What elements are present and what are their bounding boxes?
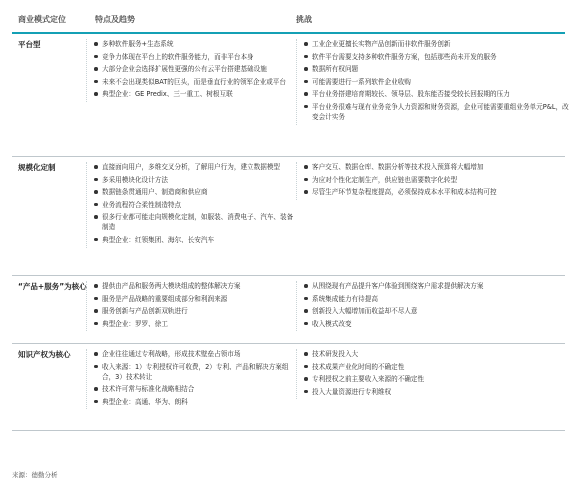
bullet-icon <box>94 203 98 207</box>
bullet-icon <box>94 387 98 391</box>
list-item-text: 提供由产品和服务两大模块组成的整体解决方案 <box>102 282 241 290</box>
list-item-text: 创新投入大幅增加而收益却不尽人意 <box>312 307 418 316</box>
list-item-text: 为应对个性化定制生产，供应链也需要数字化转型 <box>312 175 458 184</box>
row-category: “产品+服务”为核心 <box>18 282 87 291</box>
bullet-icon <box>94 322 98 326</box>
list-item <box>303 187 571 197</box>
table-row <box>12 276 565 344</box>
list-item-text: 技术成果产业化时间的不确定性 <box>312 362 405 371</box>
list-item <box>303 374 571 384</box>
list-item <box>303 77 571 87</box>
bullet-icon <box>94 67 98 71</box>
list-item <box>303 102 571 122</box>
list-item-text: 系统集成能力有待提高 <box>312 294 378 303</box>
list-item <box>303 306 571 316</box>
bullet-icon <box>304 377 308 381</box>
bullet-icon <box>304 309 308 313</box>
list-item-text: 典型企业：罗罗、徐工 <box>102 319 168 328</box>
bullet-icon <box>304 190 308 194</box>
bullet-icon <box>304 390 308 394</box>
list-item-text: 客户交互、数据仓库、数据分析等技术投入预算将大幅增加 <box>312 163 484 171</box>
bullet-icon <box>304 297 308 301</box>
table <box>12 6 569 431</box>
table-header <box>12 6 565 34</box>
list-item-text: 多种软件服务+生态系统 <box>102 40 174 48</box>
bullet-icon <box>94 238 98 242</box>
bullet-icon <box>304 105 308 109</box>
list-item <box>93 281 298 291</box>
list-item <box>93 362 298 382</box>
bullet-icon <box>94 309 98 313</box>
list-item <box>93 200 298 210</box>
traits-cell <box>86 281 298 331</box>
header-business-model: 商业模式定位 <box>18 15 66 24</box>
list-item-text: 从围绕现有产品提升客户体验到围绕客户需求提供解决方案 <box>312 282 484 290</box>
bullet-icon <box>94 92 98 96</box>
bullet-icon <box>304 55 308 59</box>
table-row <box>12 34 569 157</box>
list-item <box>93 294 298 304</box>
bullet-icon <box>304 42 308 46</box>
list-item <box>93 235 298 245</box>
bullet-icon <box>304 67 308 71</box>
list-item-text: 企业往往通过专利战略，形成技术壁垒占领市场 <box>102 350 241 358</box>
list-item <box>93 187 298 197</box>
list-item-text: 很多行业都可能走向规模化定制，如服装、消费电子、汽车、装备制造 <box>102 213 294 232</box>
list-item-text: 未来不会出现类似BAT的巨头，而是垂直行业的领军企业或平台 <box>102 77 286 86</box>
list-item <box>303 39 571 49</box>
list-item <box>93 175 298 185</box>
list-item-text: 服务创新与产品创新双轨进行 <box>102 307 188 316</box>
bullet-icon <box>304 284 308 288</box>
bullet-icon <box>94 215 98 219</box>
list-item <box>303 349 571 359</box>
challenges-cell <box>296 281 571 331</box>
list-item-text: 多采用模块化设计方法 <box>102 175 168 184</box>
list-item-text: 业务流程符合柔性制造特点 <box>102 200 182 209</box>
list-item <box>303 175 571 185</box>
bullet-icon <box>94 400 98 404</box>
list-item-text: 尽管生产环节复杂程度提高，必须保持成本水平和成本结构可控 <box>312 188 497 197</box>
bullet-icon <box>94 352 98 356</box>
bullet-icon <box>94 297 98 301</box>
list-item-text: 技术研发投入大 <box>312 350 359 358</box>
list-item-text: 专利授权之前主要收入来源的不确定性 <box>312 375 425 384</box>
list-item-text: 收入模式改变 <box>312 319 352 328</box>
bullet-icon <box>94 190 98 194</box>
traits-cell <box>86 349 298 409</box>
bullet-icon <box>304 322 308 326</box>
traits-cell <box>86 39 298 102</box>
list-item <box>93 162 298 172</box>
list-item <box>93 52 298 62</box>
bullet-icon <box>304 80 308 84</box>
list-item-text: 数据所有权问题 <box>312 65 359 74</box>
list-item-text: 典型企业：红领集团、海尔、长安汽车 <box>102 235 215 244</box>
list-item-text: 服务是产品战略的重要组成部分和利润来源 <box>102 294 228 303</box>
bullet-icon <box>304 352 308 356</box>
list-item-text: 大部分企业会选择扩展性更强的公有云平台搭建基础设施 <box>102 65 267 74</box>
list-item-text: 可能需要进行一系列软件企业收购 <box>312 77 411 86</box>
row-category: 平台型 <box>18 40 41 49</box>
table-row <box>12 157 565 276</box>
list-item <box>303 64 571 74</box>
list-item-text: 典型企业：GE Predix、三一重工、树根互联 <box>102 90 233 99</box>
bullet-icon <box>94 55 98 59</box>
bullet-icon <box>94 42 98 46</box>
list-item <box>303 319 571 329</box>
traits-cell <box>86 162 298 248</box>
list-item <box>93 89 298 99</box>
list-item <box>93 384 298 394</box>
list-item-text: 投入大量资源进行专利维权 <box>312 387 392 396</box>
list-item-text: 直接面向用户，多维交叉分析，了解用户行为，建立数据模型 <box>102 163 281 171</box>
list-item-text: 收入来源：1）专利授权许可收费，2）专利、产品和解决方案组合，3）技术转让 <box>102 362 289 381</box>
list-item-text: 技术许可常与标准化战略相结合 <box>102 385 195 394</box>
row-category: 规模化定制 <box>18 163 56 172</box>
list-item <box>93 39 298 49</box>
list-item <box>303 162 571 172</box>
list-item <box>93 64 298 74</box>
challenges-cell <box>296 162 571 200</box>
bullet-icon <box>304 92 308 96</box>
list-item <box>93 349 298 359</box>
list-item-text: 典型企业：高通、华为、朗科 <box>102 397 188 406</box>
challenges-cell <box>296 349 571 399</box>
bullet-icon <box>94 165 98 169</box>
challenges-cell <box>296 39 571 125</box>
list-item-text: 工业企业更擅长实物产品创新而非软件服务创新 <box>312 40 451 48</box>
list-item <box>303 52 571 62</box>
list-item-text: 软件平台需要支持多种软件服务方案，包括那些尚未开发的服务 <box>312 52 497 61</box>
bullet-icon <box>304 178 308 182</box>
list-item-text: 平台业务搭建培育期较长、领导层、股东能否接受较长回报期的压力 <box>312 90 510 99</box>
list-item <box>303 294 571 304</box>
source-note: 来源：德勤分析 <box>12 471 58 479</box>
list-item <box>93 77 298 87</box>
bullet-icon <box>304 365 308 369</box>
bullet-icon <box>94 80 98 84</box>
list-item <box>93 306 298 316</box>
bullet-icon <box>94 284 98 288</box>
table-row <box>12 344 565 431</box>
list-item-text: 数据链条贯通用户、制造商和供应商 <box>102 188 208 197</box>
bullet-icon <box>94 178 98 182</box>
bullet-icon <box>94 365 98 369</box>
list-item <box>303 281 571 291</box>
row-category: 知识产权为核心 <box>18 350 71 359</box>
list-item-text: 平台业务很难与现有业务竞争人力资源和财务资源，企业可能需要重组业务单元P&L，改变会计实务 <box>312 102 569 121</box>
list-item <box>303 387 571 397</box>
list-item <box>303 89 571 99</box>
list-item-text: 竞争力体现在平台上的软件服务能力，而非平台本身 <box>102 52 254 61</box>
header-challenges: 挑战 <box>296 15 312 24</box>
list-item <box>303 362 571 372</box>
list-item <box>93 212 298 232</box>
list-item <box>93 319 298 329</box>
bullet-icon <box>304 165 308 169</box>
list-item <box>93 397 298 407</box>
header-traits: 特点及趋势 <box>95 15 135 24</box>
